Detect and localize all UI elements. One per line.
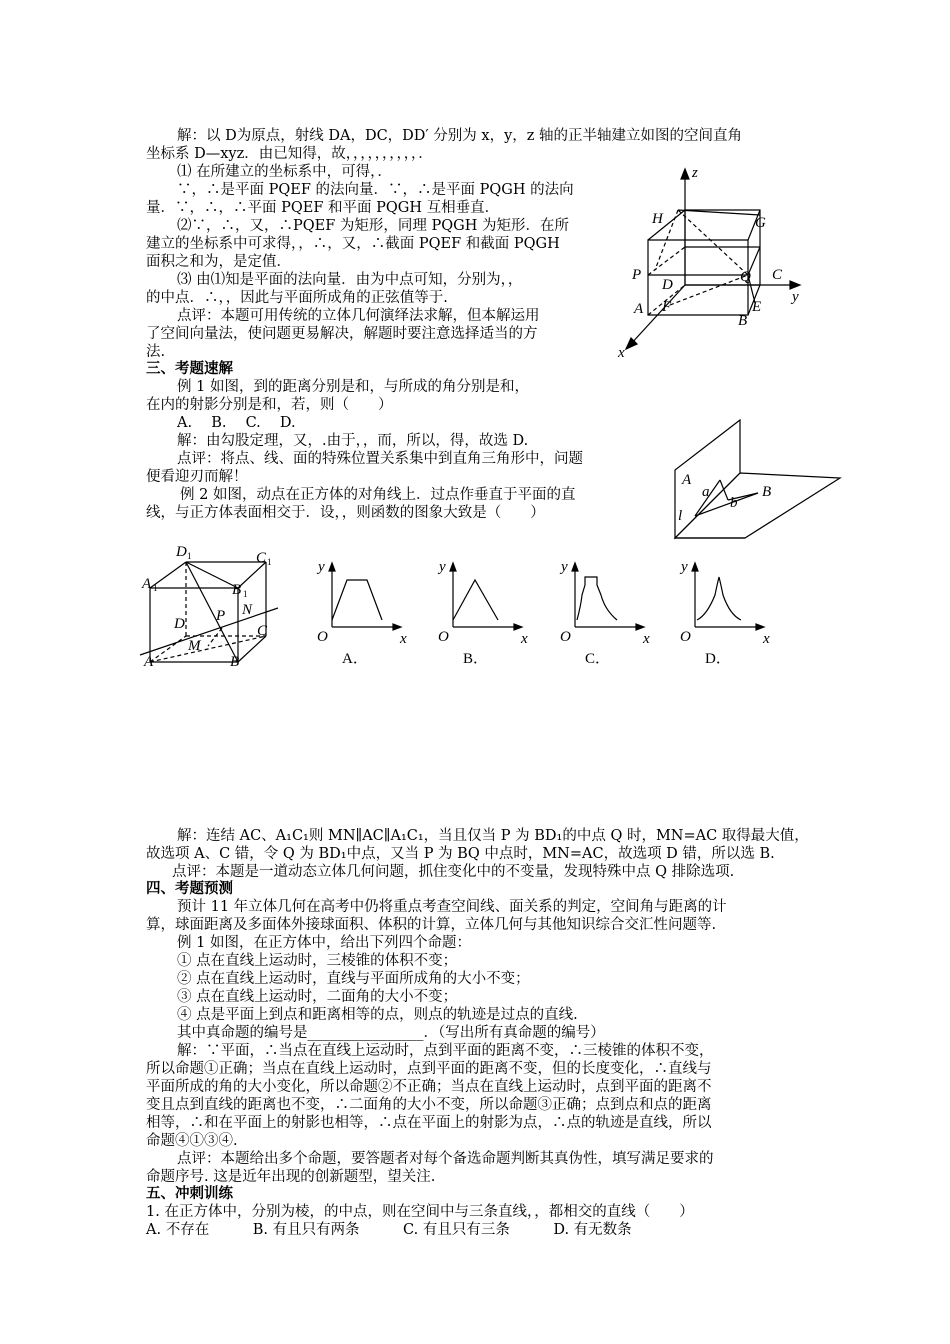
subscript: 1: [187, 551, 192, 561]
axis-label-y: y: [792, 289, 799, 305]
text-line: 1. 在正方体中，分别为棱，的中点，则在空间中与三条直线，，都相交的直线（ ）: [146, 1204, 694, 1220]
section-title: 四、考题预测: [146, 881, 233, 897]
text-line: 解：连结 AC、A₁C₁则 MN∥AC∥A₁C₁，当且仅当 P 为 BD₁的中点 Q 时，MN=AC 取得最大值，: [177, 828, 809, 844]
point-label: D: [662, 277, 673, 293]
point-label: A: [682, 472, 692, 488]
graph-option: [555, 555, 650, 667]
point-label: P: [216, 608, 226, 624]
point-label: F: [662, 299, 672, 315]
subscript: 1: [243, 589, 248, 599]
text-line: ⑶ 由⑴知是平面的法向量．由为中点可知，分别为，，: [177, 272, 523, 288]
axis-label-z: z: [692, 165, 698, 181]
angle-label: b: [730, 495, 738, 511]
text-line: 相等，∴和在平面上的射影也相等，∴点在平面上的射影为点，∴点的轨迹是直线，所以: [146, 1115, 712, 1131]
graph-origin-label: O: [680, 629, 691, 645]
text-line: 其中真命题的编号是________________．（写出所有真命题的编号）: [177, 1025, 605, 1041]
graph-x-label: x: [521, 631, 528, 647]
text-line: 解：以 D为原点，射线 DA，DC，DD′ 分别为 x，y，z 轴的正半轴建立如图的空间直角: [177, 128, 743, 144]
text-line: ① 点在直线上运动时，三棱锥的体积不变；: [177, 953, 458, 969]
text-line: 了空间向量法，使问题更易解决，解题时要注意选择适当的方: [146, 326, 538, 342]
text-line: 预计 11 年立体几何在高考中仍将重点考查空间线、面关系的判定，空间角与距离的计: [177, 899, 727, 915]
text-line: 算，球面距离及多面体外接球面积、体积的计算，立体几何与其他知识综合交汇性问题等.: [146, 917, 717, 933]
text-line: 点评：本题是一道动态立体几何问题，抓住变化中的不变量，发现特殊中点 Q 排除选项.: [172, 864, 735, 880]
dihedral-figure: [670, 418, 850, 548]
point-label: M: [188, 638, 201, 654]
point-label: B: [762, 484, 772, 500]
graph-option: [675, 555, 770, 667]
text-line: 例 1 如图，到的距离分别是和，与所成的角分别是和，: [177, 379, 529, 395]
text-line: 例 2 如图，动点在正方体的对角线上．过点作垂直于平面的直: [180, 487, 576, 503]
graph-option: [312, 555, 407, 667]
text-line: 点评：将点、线、面的特殊位置关系集中到直角三角形中，问题: [177, 451, 583, 467]
text-line: 所以命题①正确；当点在直线上运动时，点到平面的距离不变，但的长度变化，∴直线与: [146, 1061, 712, 1077]
text-line: 的中点．∴，，因此与平面所成角的正弦值等于.: [146, 290, 448, 306]
text-line: 坐标系 D—xyz．由已知得，故，，，，，，，，，，．: [146, 146, 433, 162]
point-label: C: [256, 550, 267, 566]
graph-x-label: x: [400, 631, 407, 647]
subscript: 1: [267, 557, 272, 567]
text-line: ⑴ 在所建立的坐标系中，可得，．: [177, 164, 392, 180]
point-label: D: [176, 544, 187, 560]
graph-y-label: y: [681, 559, 688, 575]
text-line: A. B. C. D.: [177, 415, 296, 431]
section-title: 五、冲刺训练: [146, 1186, 233, 1202]
graph-option-label: D．: [705, 651, 731, 667]
point-label: A: [634, 301, 644, 317]
graph-x-label: x: [763, 631, 770, 647]
point-label: P: [632, 267, 642, 283]
coordinate-cube-figure: [610, 165, 810, 365]
graph-option-label: B．: [463, 651, 489, 667]
text-line: ② 点在直线上运动时，直线与平面所成角的大小不变；: [177, 971, 530, 987]
point-label: B: [230, 654, 240, 670]
point-label: D: [174, 616, 185, 632]
text-line: 法.: [146, 344, 166, 360]
point-label: C: [772, 267, 783, 283]
text-line: 解：∵平面，∴当点在直线上运动时，点到平面的距离不变，∴三棱锥的体积不变，: [177, 1043, 714, 1059]
graph-option-label: C．: [585, 651, 611, 667]
cube-figure: [140, 540, 285, 670]
text-line: 平面所成的角的大小变化，所以命题②不正确；当点在直线上运动时，点到平面的距离不: [146, 1079, 712, 1095]
text-line: 命题序号. 这是近年出现的创新题型，望关注.: [146, 1169, 436, 1185]
subscript: 1: [153, 583, 158, 593]
text-line: 例 1 如图，在正方体中，给出下列四个命题：: [177, 935, 471, 951]
text-line: ⑵∵，∴，又，∴PQEF 为矩形，同理 PQGH 为矩形．在所: [177, 218, 569, 234]
text-line: ④ 点是平面上到点和距离相等的点，则点的轨迹是过点的直线.: [177, 1007, 578, 1023]
point-label: A: [142, 576, 152, 592]
graph-origin-label: O: [438, 629, 449, 645]
text-line: 变且点到直线的距离也不变，∴二面角的大小不变，所以命题③正确；点到点和点的距离: [146, 1097, 712, 1113]
text-line: 点评：本题给出多个命题，要答题者对每个备选命题判断其真伪性，填写满足要求的: [177, 1151, 714, 1167]
graph-y-label: y: [561, 559, 568, 575]
text-line: 便看迎刃而解！: [146, 469, 248, 485]
text-line: A. 不存在 B. 有且只有两条 C. 有且只有三条 D. 有无数条: [146, 1222, 632, 1238]
point-label: G: [755, 215, 766, 231]
point-label: C: [257, 623, 268, 639]
graph-origin-label: O: [560, 629, 571, 645]
point-label: B: [232, 582, 242, 598]
text-line: ③ 点在直线上运动时，二面角的大小不变；: [177, 989, 458, 1005]
graph-y-label: y: [439, 559, 446, 575]
text-line: 线，与正方体表面相交于．设，，则函数的图象大致是（ ）: [146, 505, 545, 521]
point-label: A: [144, 654, 154, 670]
line-label: l: [678, 508, 683, 524]
text-line: 建立的坐标系中可求得，，∴，又，∴截面 PQEF 和截面 PQGH: [146, 236, 560, 252]
text-line: 解：由勾股定理，又，.由于，，而，所以，得，故选 D.: [177, 433, 529, 449]
text-line: 故选项 A、C 错，令 Q 为 BD₁中点，又当 P 为 BQ 中点时，MN=AC，故选项 D 错，所以选 B.: [146, 846, 775, 862]
text-line: 量．∵，∴，∴平面 PQEF 和平面 PQGH 互相垂直．: [146, 200, 500, 216]
text-line: ∵，∴是平面 PQEF 的法向量．∵，∴是平面 PQGH 的法向: [177, 182, 574, 198]
text-line: 命题④①③④.: [146, 1133, 238, 1149]
text-line: 在内的射影分别是和，若，则（ ）: [146, 397, 393, 413]
point-label: E: [752, 299, 762, 315]
section-title: 三、考题速解: [146, 361, 233, 377]
graph-option-label: A．: [342, 651, 368, 667]
graph-y-label: y: [318, 559, 325, 575]
graph-option: [433, 555, 528, 667]
text-line: 点评：本题可用传统的立体几何演绎法求解，但本解运用: [177, 308, 540, 324]
point-label: H: [652, 211, 663, 227]
point-label: Q: [740, 269, 751, 285]
graph-x-label: x: [643, 631, 650, 647]
axis-label-x: x: [618, 345, 625, 361]
point-label: B: [738, 313, 748, 329]
graph-origin-label: O: [317, 629, 328, 645]
point-label: N: [242, 602, 253, 618]
angle-label: a: [702, 484, 710, 500]
text-line: 面积之和为，是定值．: [146, 254, 291, 270]
